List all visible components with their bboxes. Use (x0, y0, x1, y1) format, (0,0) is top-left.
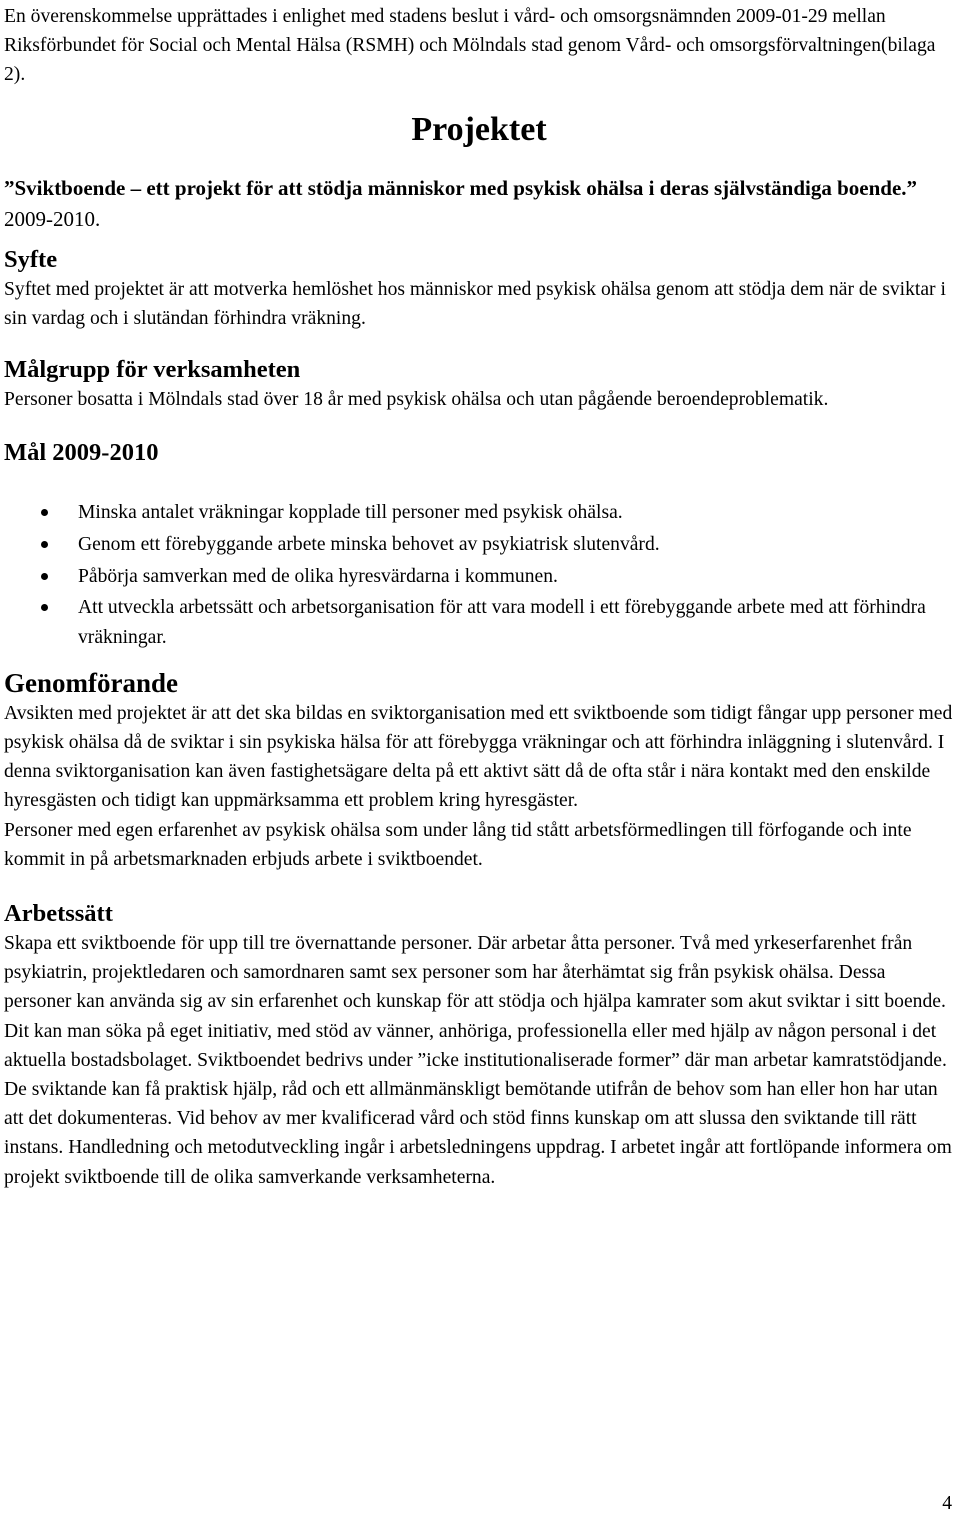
intro-paragraph: En överenskommelse upprättades i enlighet med stadens beslut i vård- och omsorgsnämnden 2009-01-29 mellan Riksförbundet för Social och Mental Hälsa (RSMH) och Mölndals stad genom Vård- och omsorgsförvaltningen(bilaga 2). (4, 6, 936, 86)
list-item: Påbörja samverkan med de olika hyresvärdarna i kommunen. (4, 562, 954, 591)
list-item: Minska antalet vräkningar kopplade till personer med psykisk ohälsa. (4, 498, 954, 527)
project-years: 2009-2010. (4, 206, 101, 231)
heading-arbetssatt: Arbetssätt (4, 899, 113, 927)
project-name: ”Sviktboende – ett projekt för att stödja människor med psykisk ohälsa i deras självständiga boende.” (4, 175, 918, 200)
project-subtitle (4, 173, 954, 235)
malgrupp-paragraph: Personer bosatta i Mölndals stad över 18 år med psykisk ohälsa och utan pågående beroendeproblematik. (4, 389, 829, 411)
arbetssatt-paragraph: Skapa ett sviktboende för upp till tre övernattande personer. Där arbetar åtta personer. Två med yrkeserfarenhet från psykiatrin, projektledaren och samordnaren samt sex personer som har återhämtat sig från psykisk ohälsa. Dessa personer kan använda sig av sin erfarenhet och kunskap för att stödja och hjälpa kamrater som akut sviktar i sitt boende. Dit kan man söka på eget initiativ, med stöd av vänner, anhöriga, professionella eller med hjälp av någon personal i det aktuella bostadsbolaget. Sviktboendet bedrivs under ”icke institutionaliserade former” där man arbetar kamratstödjande. De sviktande kan få praktisk hjälp, råd och ett allmänmänskligt bemötande utifrån de behov som han eller hon har utan att det dokumenteras. Vid behov av mer kvalificerad vård och stöd finns kunskap om att slussa den sviktande till rätt instans. Handledning och metodutveckling ingår i arbetsledningens uppdrag. I arbetet ingår att fortlöpande informera om projekt sviktboende till de olika samverkande verksamheterna. (4, 932, 952, 1188)
heading-syfte: Syfte (4, 245, 58, 273)
list-item: Genom ett förebyggande arbete minska behovet av psykiatrisk slutenvård. (4, 530, 954, 559)
heading-malgrupp: Målgrupp för verksamheten (4, 356, 301, 384)
goals-list (4, 498, 954, 652)
genomforande-paragraph-2: Personer med egen erfarenhet av psykisk ohälsa som under lång tid stått arbetsförmedlingen till förfogande och inte kommit in på arbetsmarknaden erbjuds arbete i sviktboendet. (4, 819, 912, 870)
heading-genomforande: Genomförande (4, 667, 178, 698)
list-item: Att utveckla arbetssätt och arbetsorganisation för att vara modell i ett förebyggande arbete med att förhindra vräkningar. (4, 593, 954, 651)
document-page (4, 0, 954, 1192)
page-title: Projektet (411, 110, 547, 148)
page-number: 4 (942, 1493, 952, 1514)
genomforande-paragraph-1: Avsikten med projektet är att det ska bildas en sviktorganisation med ett sviktboende som tidigt fångar upp personer med psykisk ohälsa då de sviktar i sin psykiska hälsa för att förebygga vräkningar och att förhindra inläggning i slutenvård. I denna sviktorganisation kan även fastighetsägare delta på ett aktivt sätt då de ofta står i nära kontakt med den enskilde hyresgästen och tidigt kan uppmärksamma ett problem kring hyresgäster. (4, 702, 953, 812)
heading-mal: Mål 2009-2010 (4, 439, 159, 467)
syfte-paragraph: Syftet med projektet är att motverka hemlöshet hos människor med psykisk ohälsa genom att stödja dem när de sviktar i sin vardag och i slutändan förhindra vräkning. (4, 278, 946, 329)
